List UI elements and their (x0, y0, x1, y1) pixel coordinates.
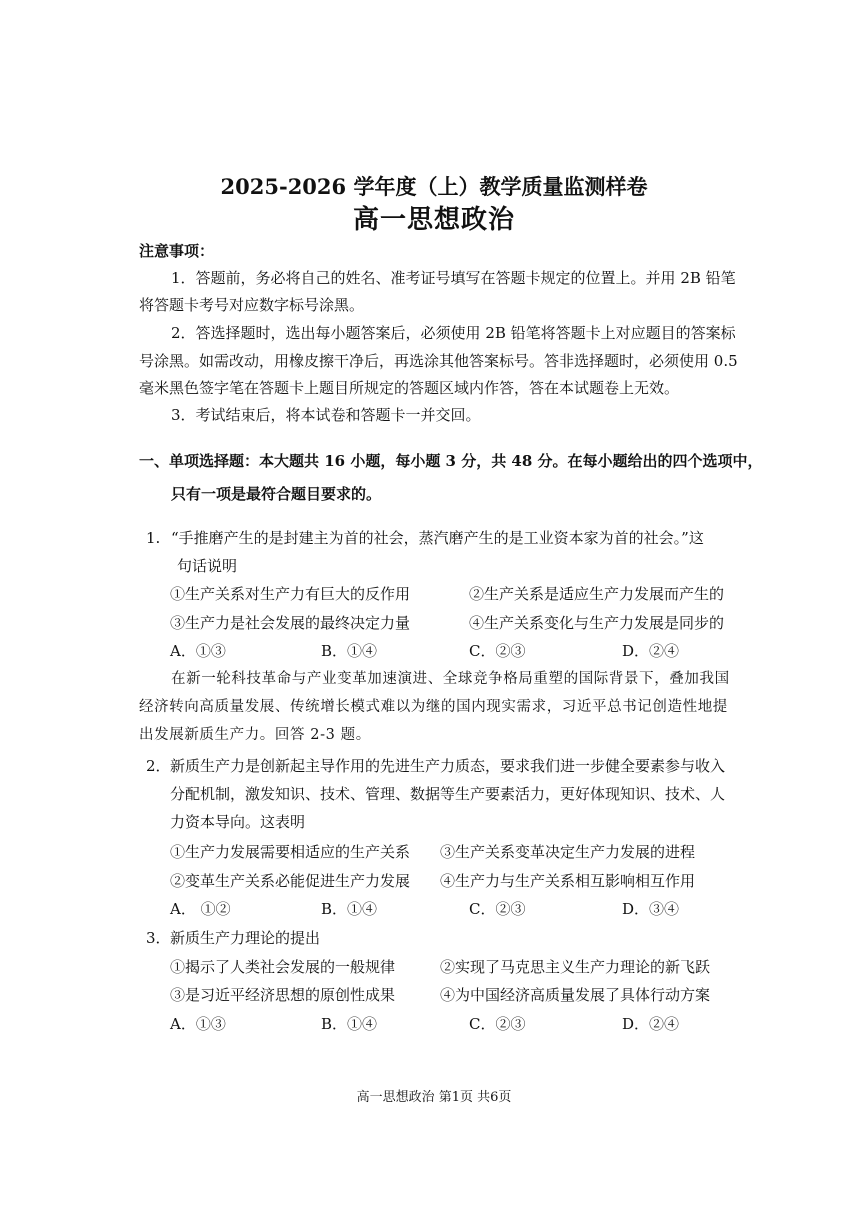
passage-line-3: 出发展新质生产力。回答 2-3 题。 (139, 727, 371, 743)
notice-item-1-line-1: 1．答题前，务必将自己的姓名、准考证号填写在答题卡规定的位置上。并用 2B 铅笔 (171, 269, 736, 287)
question-3-stem-line-1: 新质生产力理论的提出 (170, 929, 321, 947)
question-1-statement-4: ④生产关系变化与生产力发展是同步的 (469, 614, 725, 632)
question-2-option-b: B．①④ (321, 900, 378, 918)
question-2-statement-2: ②变革生产关系必能促进生产力发展 (170, 872, 411, 890)
question-2-stem-line-3: 力资本导向。这表明 (170, 813, 306, 831)
page-footer: 高一思想政治 第1页 共6页 (356, 1090, 512, 1105)
question-2-statement-4: ④生产力与生产关系相互影响相互作用 (440, 872, 696, 890)
notice-heading: 注意事项： (139, 242, 215, 260)
question-1-statement-1: ①生产关系对生产力有巨大的反作用 (170, 585, 411, 603)
question-3-number: 3． (146, 929, 171, 947)
question-1-stem-line-2: 句话说明 (177, 557, 238, 575)
passage-line-1: 在新一轮科技革命与产业变革加速演进、全球竞争格局重塑的国际背景下，叠加我国 (171, 671, 730, 687)
question-2-statement-3: ③生产关系变革决定生产力发展的进程 (440, 843, 696, 861)
question-2-stem-line-2: 分配机制，激发知识、技术、管理、数据等生产要素活力，更好体现知识、技术、人 (170, 785, 726, 803)
question-3-statement-3: ③是习近平经济思想的原创性成果 (170, 986, 396, 1004)
question-2-number: 2． (146, 757, 171, 775)
passage-line-2: 经济转向高质量发展、传统增长模式难以为继的国内现实需求，习近平总书记创造性地提 (139, 699, 728, 715)
question-1-statement-3: ③生产力是社会发展的最终决定力量 (170, 614, 411, 632)
question-1-option-d: D．②④ (622, 642, 680, 660)
question-3-option-d: D．②④ (622, 1015, 680, 1033)
question-2-statement-1: ①生产力发展需要相适应的生产关系 (170, 843, 411, 861)
question-1-stem-line-1: “手推磨产生的是封建主为首的社会，蒸汽磨产生的是工业资本家为首的社会。”这 (171, 529, 704, 547)
question-2-option-d: D．③④ (622, 900, 680, 918)
question-1-option-b: B．①④ (321, 642, 378, 660)
question-3-option-c: C．②③ (469, 1015, 526, 1033)
question-2-stem-line-1: 新质生产力是创新起主导作用的先进生产力质态，要求我们进一步健全要素参与收入 (170, 757, 726, 775)
section-heading-line-2: 只有一项是最符合题目要求的。 (171, 485, 382, 503)
subject-title: 高一思想政治 (352, 205, 515, 235)
question-3-statement-1: ①揭示了人类社会发展的一般规律 (170, 958, 396, 976)
notice-item-2-line-3: 毫米黑色签字笔在答题卡上题目所规定的答题区域内作答，答在本试题卷上无效。 (139, 379, 680, 397)
question-1-statement-2: ②生产关系是适应生产力发展而产生的 (469, 585, 725, 603)
notice-item-2-line-2: 号涂黑。如需改动，用橡皮擦干净后，再选涂其他答案标号。答非选择题时，必须使用 0.5 (139, 352, 738, 370)
exam-title: 2025-2026 学年度（上）教学质量监测样卷 (220, 174, 648, 199)
question-3-statement-2: ②实现了马克思主义生产力理论的新飞跃 (440, 958, 711, 976)
question-3-option-b: B．①④ (321, 1015, 378, 1033)
question-3-option-a: A．①③ (170, 1015, 226, 1033)
notice-item-3-line-1: 3．考试结束后，将本试卷和答题卡一并交回。 (171, 406, 481, 424)
question-2-option-a: A． ①② (170, 900, 231, 918)
notice-item-1-line-2: 将答题卡考号对应数字标号涂黑。 (139, 296, 365, 314)
notice-item-2-line-1: 2．答选择题时，选出每小题答案后，必须使用 2B 铅笔将答题卡上对应题目的答案标 (171, 324, 736, 342)
question-1-option-c: C．②③ (469, 642, 526, 660)
section-heading-line-1: 一、单项选择题：本大题共 16 小题，每小题 3 分，共 48 分。在每小题给出的四个选项中， (139, 452, 763, 470)
question-1-option-a: A．①③ (170, 642, 226, 660)
question-1-number: 1. (146, 529, 161, 547)
question-3-statement-4: ④为中国经济高质量发展了具体行动方案 (440, 986, 711, 1004)
question-2-option-c: C．②③ (469, 900, 526, 918)
